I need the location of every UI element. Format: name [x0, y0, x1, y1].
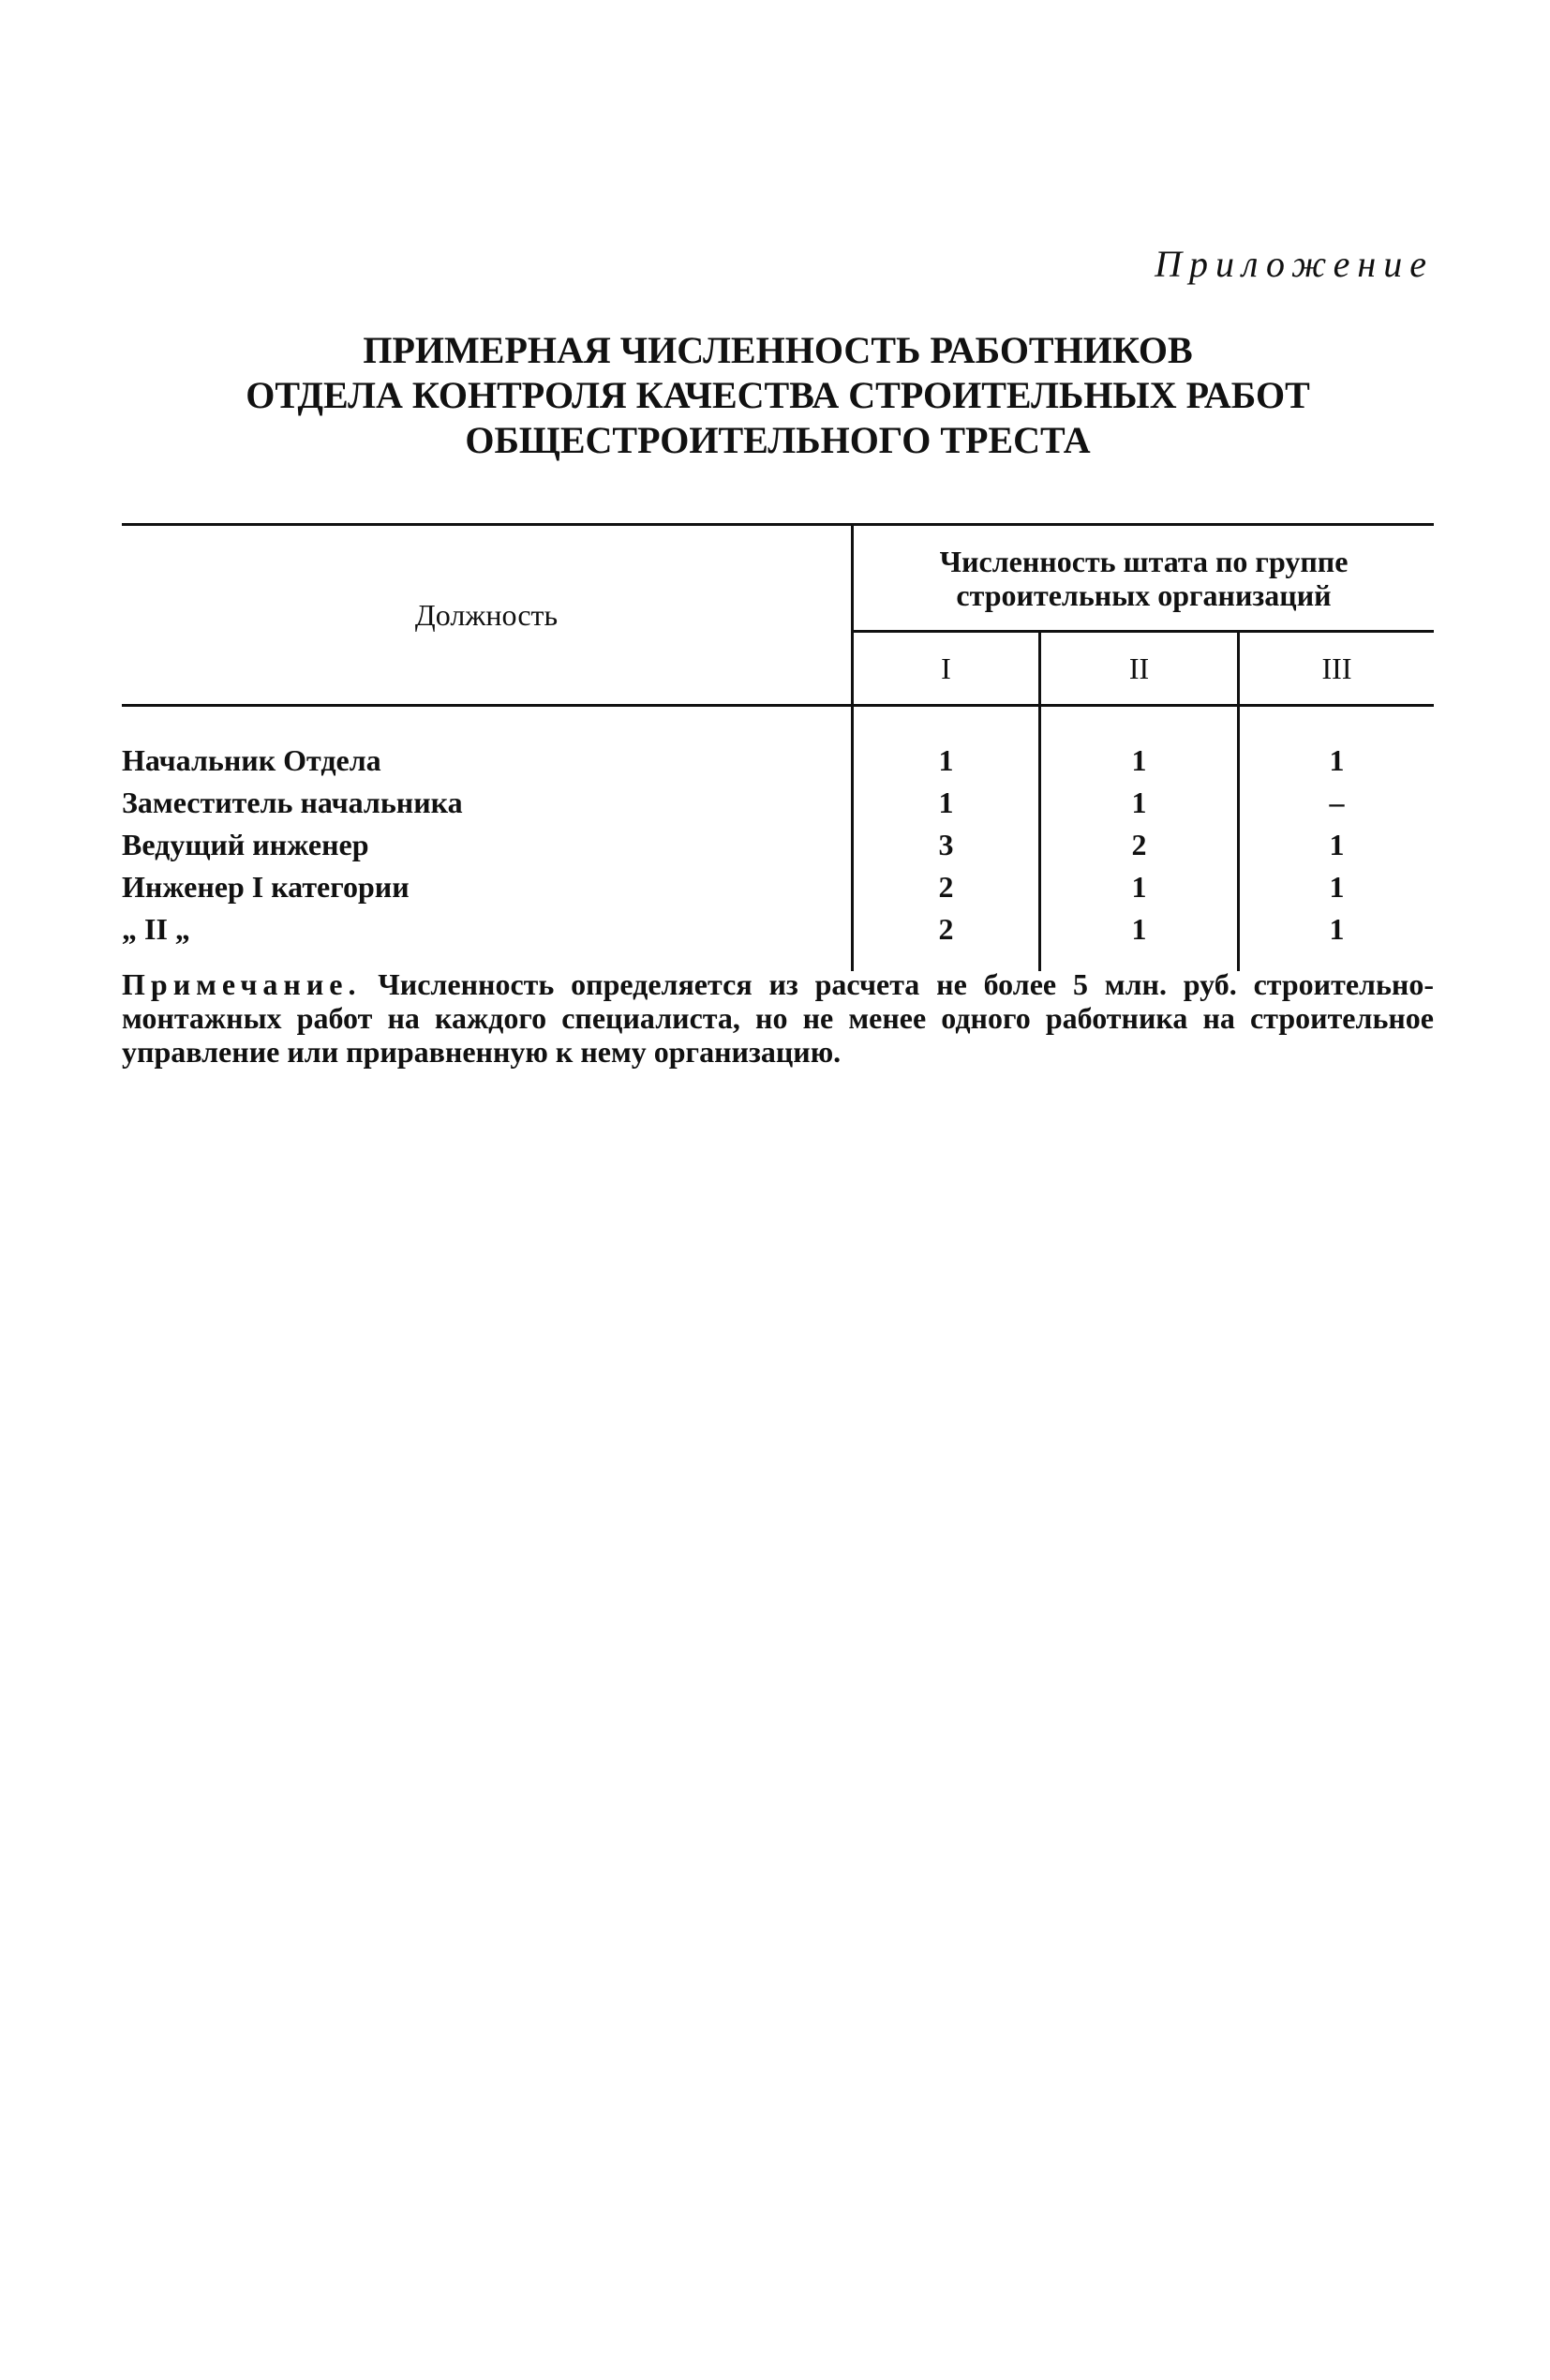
- group-column-i: I: [853, 632, 1040, 706]
- document-page: [122, 0, 1434, 2380]
- row-value-group-iii: 1: [1329, 743, 1345, 777]
- row-value-group-ii: 1: [1040, 866, 1239, 908]
- document-title: [122, 328, 1434, 463]
- row-value-group-ii: 1: [1040, 706, 1239, 783]
- table-row: [122, 908, 1434, 971]
- group-header-line-2: строительных организаций: [956, 577, 1332, 612]
- appendix-label: Приложение: [1155, 243, 1434, 285]
- table-note: [122, 967, 1434, 1069]
- row-value-group-i: 1: [853, 782, 1040, 824]
- row-position: „ II „: [122, 908, 853, 971]
- table-row: [122, 706, 1434, 783]
- staff-table: [122, 523, 1434, 971]
- row-position: Ведущий инженер: [122, 824, 853, 866]
- group-column-ii: II: [1040, 632, 1239, 706]
- table-row: [122, 824, 1434, 866]
- position-column-header: Должность: [122, 525, 853, 706]
- group-column-header: [853, 525, 1435, 632]
- row-value-group-i: 1: [853, 706, 1040, 783]
- row-value-group-iii: 1: [1329, 870, 1345, 904]
- title-line-1: ПРИМЕРНАЯ ЧИСЛЕННОСТЬ РАБОТНИКОВ: [363, 329, 1193, 371]
- row-value-group-i: 2: [853, 866, 1040, 908]
- row-value-group-i: 3: [853, 824, 1040, 866]
- group-column-iii: III: [1239, 632, 1435, 706]
- title-line-3: ОБЩЕСТРОИТЕЛЬНОГО ТРЕСТА: [465, 419, 1091, 461]
- table-row: [122, 866, 1434, 908]
- row-value-group-iii: 1: [1329, 912, 1345, 946]
- row-value-group-i: 2: [853, 908, 1040, 971]
- row-position: Заместитель начальника: [122, 782, 853, 824]
- row-value-group-iii: 1: [1329, 828, 1345, 861]
- group-header-line-1: Численность штата по группе: [939, 544, 1349, 578]
- table-row: [122, 782, 1434, 824]
- row-value-group-ii: 1: [1040, 908, 1239, 971]
- row-value-group-ii: 1: [1040, 782, 1239, 824]
- note-text: Численность определяется из расчета не более 5 млн. руб. строительно-монтажных работ на каждого специалиста, но не менее одного работника на строительное управление или приравненную к нему организацию.: [122, 967, 1435, 1069]
- row-value-group-iii: –: [1329, 786, 1345, 819]
- row-value-group-ii: 2: [1040, 824, 1239, 866]
- row-position: Начальник Отдела: [122, 706, 853, 783]
- row-position: Инженер I категории: [122, 866, 853, 908]
- note-label: Примечание.: [122, 967, 362, 1001]
- title-line-2: ОТДЕЛА КОНТРОЛЯ КАЧЕСТВА СТРОИТЕЛЬНЫХ РАБОТ: [246, 374, 1310, 416]
